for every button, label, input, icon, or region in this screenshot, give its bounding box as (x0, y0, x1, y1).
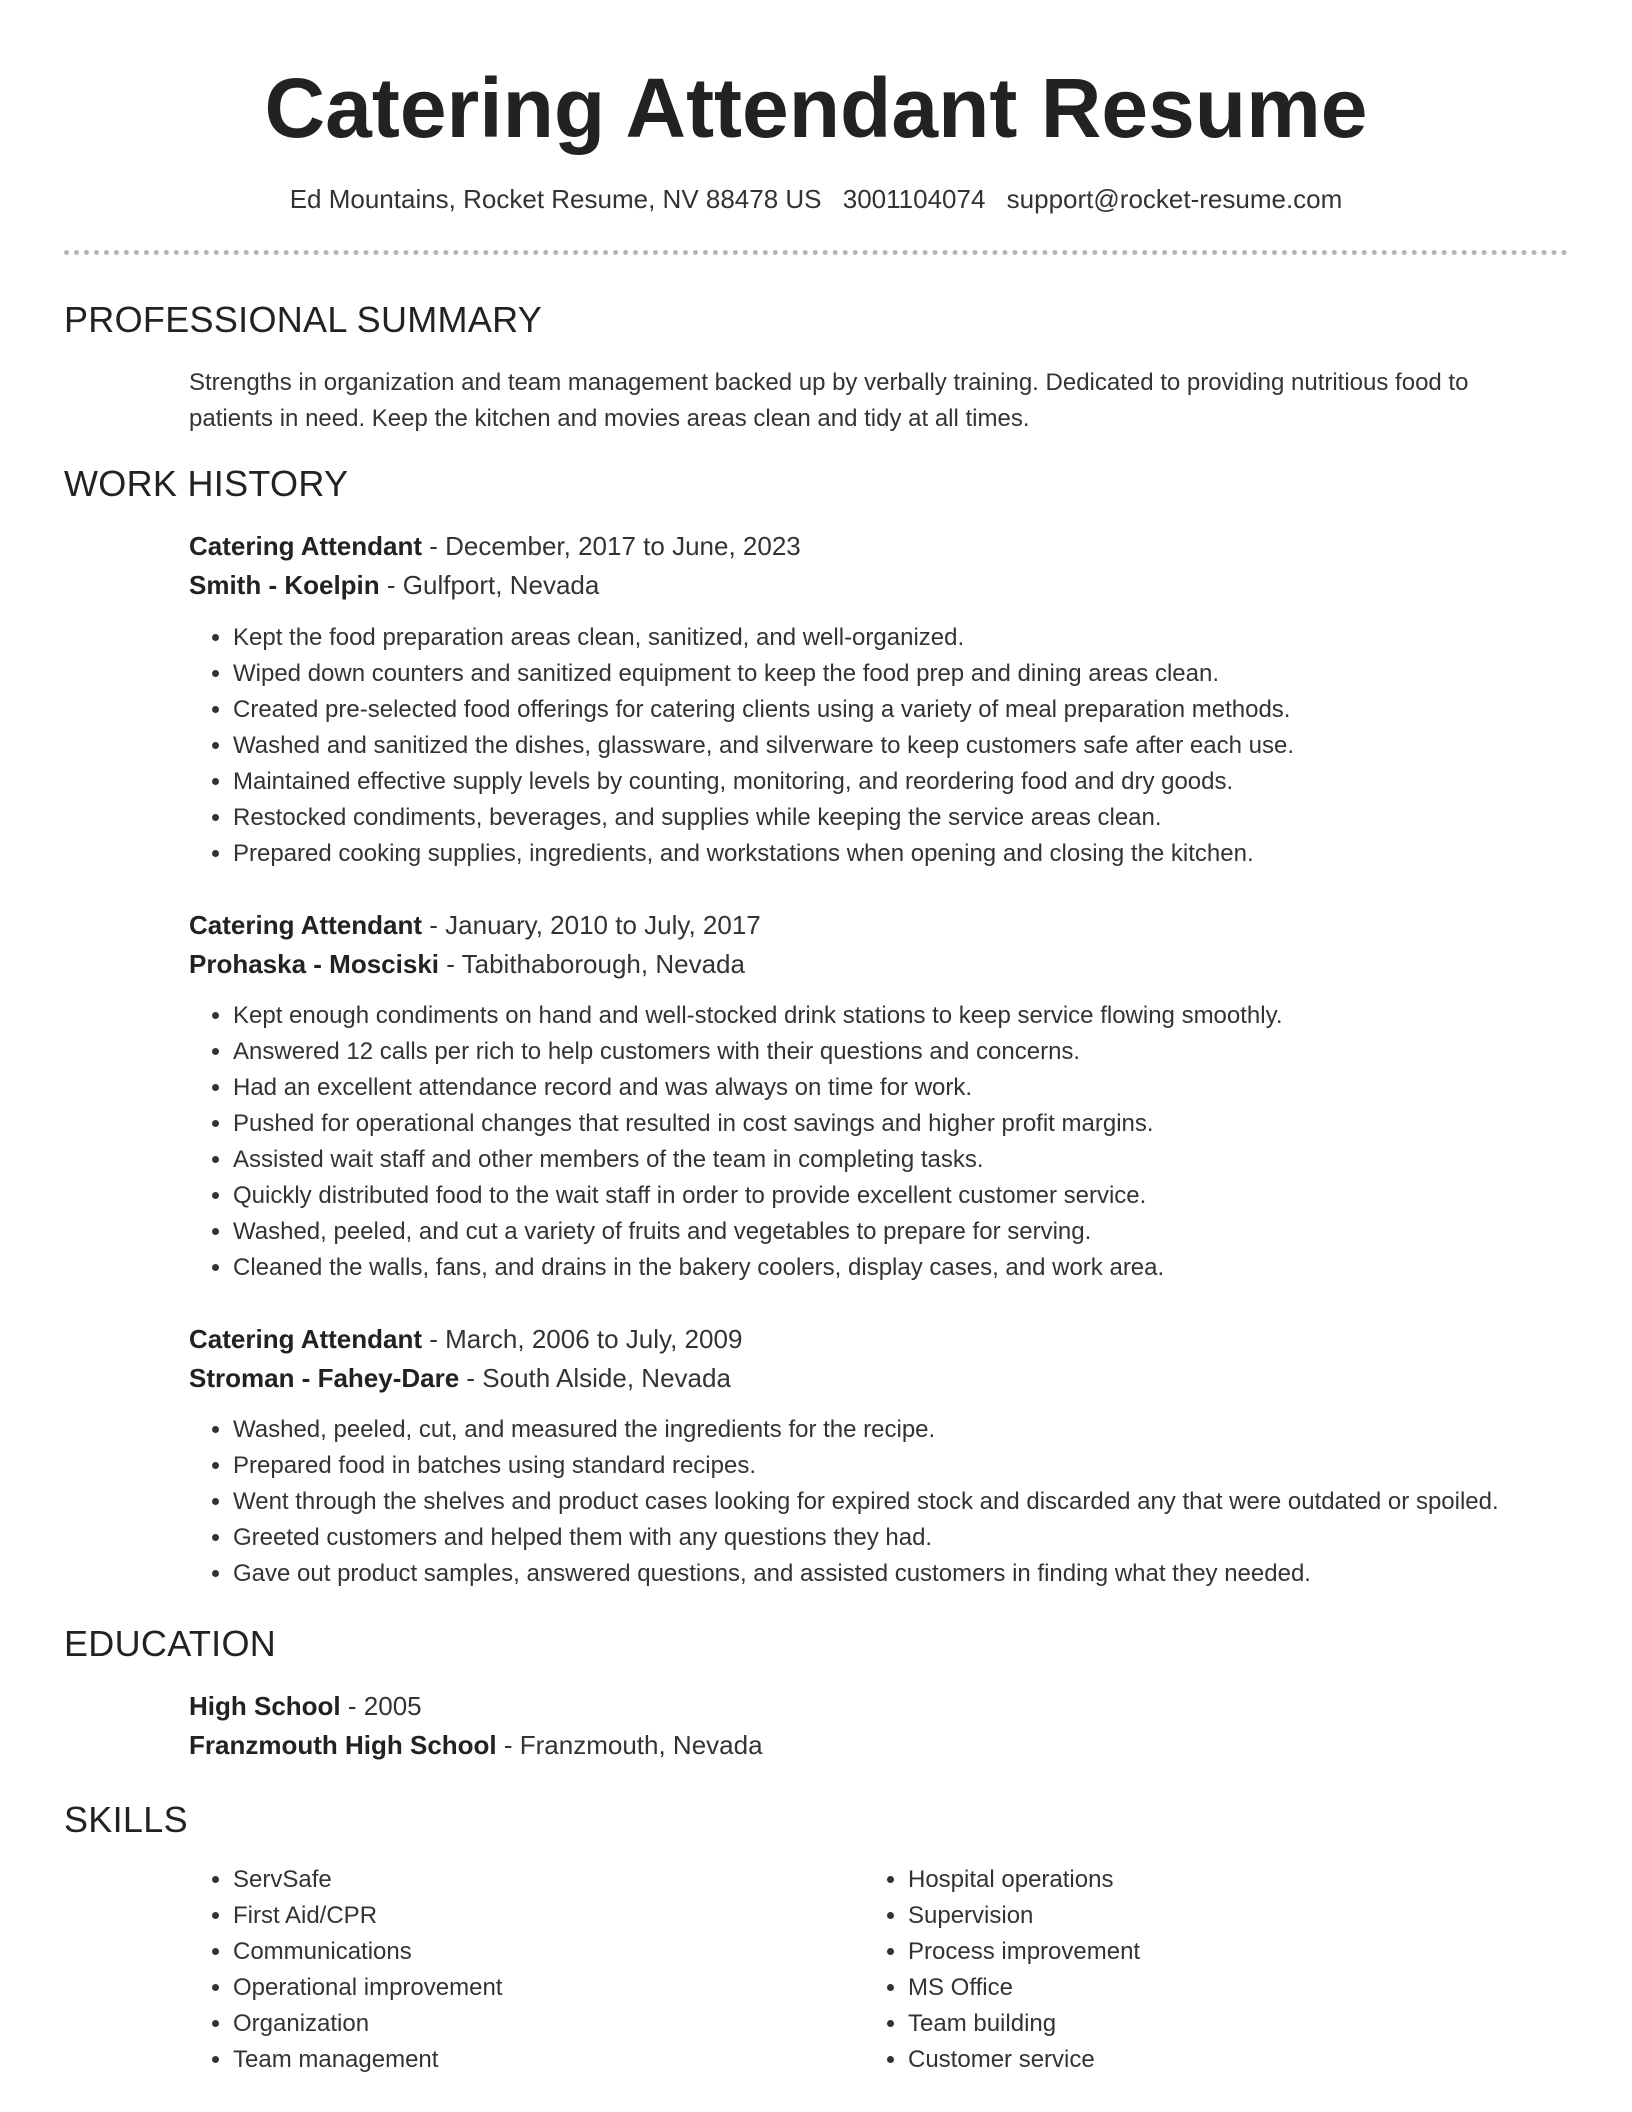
list-item: • Kept enough condiments on hand and well-stocked drink stations to keep service flowing smoothly. (233, 998, 1613, 1034)
job-title-line (189, 906, 1559, 944)
education-degree-line (189, 1687, 1559, 1725)
education-year: - 2005 (340, 1691, 422, 1721)
education-location: - Franzmouth, Nevada (496, 1730, 763, 1760)
job-location: - Tabithaborough, Nevada (439, 949, 745, 979)
contact-phone: 3001104074 (842, 184, 986, 214)
job-company-line (189, 1359, 1559, 1397)
contact-address: Ed Mountains, Rocket Resume, NV 88478 US (289, 184, 822, 214)
job-title-line (189, 527, 1559, 565)
skill-item: • First Aid/CPR (233, 1898, 833, 1934)
skill-item: • Operational improvement (233, 1970, 833, 2006)
job-dates: - March, 2006 to July, 2009 (422, 1324, 743, 1354)
job-location: - South Alside, Nevada (459, 1363, 731, 1393)
list-item: • Assisted wait staff and other members of the team in completing tasks. (233, 1142, 1613, 1178)
section-heading-work-history: WORK HISTORY (64, 463, 349, 504)
skill-item: • Hospital operations (908, 1862, 1508, 1898)
skill-item: • MS Office (908, 1970, 1508, 2006)
job-dates: - December, 2017 to June, 2023 (422, 531, 801, 561)
job-dates: - January, 2010 to July, 2017 (422, 910, 761, 940)
section-heading-summary: PROFESSIONAL SUMMARY (64, 299, 543, 340)
job-title: Catering Attendant (189, 1324, 423, 1354)
job-location: - Gulfport, Nevada (379, 570, 600, 600)
job-company: Prohaska - Mosciski (189, 949, 439, 979)
list-item: • Maintained effective supply levels by counting, monitoring, and reordering food and dry goods. (233, 764, 1613, 800)
skill-item: • ServSafe (233, 1862, 833, 1898)
list-item: • Gave out product samples, answered questions, and assisted customers in finding what they needed. (233, 1556, 1613, 1592)
skill-item: • Customer service (908, 2042, 1508, 2078)
contact-line (0, 182, 1632, 216)
job-title: Catering Attendant (189, 910, 423, 940)
list-item: • Washed, peeled, cut, and measured the ingredients for the recipe. (233, 1412, 1613, 1448)
summary-text: Strengths in organization and team management backed up by verbally training. Dedicated to providing nutritious food to patients in need. Keep the kitchen and movies areas clean and tidy at all times. (189, 369, 1469, 432)
list-item: • Wiped down counters and sanitized equipment to keep the food prep and dining areas clean. (233, 656, 1613, 692)
job-company: Stroman - Fahey-Dare (189, 1363, 460, 1393)
list-item: • Washed and sanitized the dishes, glassware, and silverware to keep customers safe after each use. (233, 728, 1613, 764)
job-title: Catering Attendant (189, 531, 423, 561)
job-bullets (189, 998, 1613, 1286)
list-item: • Kept the food preparation areas clean, sanitized, and well-organized. (233, 620, 1613, 656)
section-heading-skills: SKILLS (64, 1799, 188, 1840)
list-item: • Had an excellent attendance record and was always on time for work. (233, 1070, 1613, 1106)
list-item: • Quickly distributed food to the wait staff in order to provide excellent customer service. (233, 1178, 1613, 1214)
education-degree: High School (189, 1691, 341, 1721)
header-divider (64, 250, 1568, 255)
skill-item: • Organization (233, 2006, 833, 2042)
list-item: • Cleaned the walls, fans, and drains in the bakery coolers, display cases, and work area. (233, 1250, 1613, 1286)
list-item: • Prepared cooking supplies, ingredients, and workstations when opening and closing the kitchen. (233, 836, 1613, 872)
skill-item: • Process improvement (908, 1934, 1508, 1970)
job-title-line (189, 1320, 1559, 1358)
contact-email: support@rocket-resume.com (1006, 184, 1343, 214)
education-school: Franzmouth High School (189, 1730, 497, 1760)
skill-item: • Team building (908, 2006, 1508, 2042)
skill-item: • Communications (233, 1934, 833, 1970)
section-heading-education: EDUCATION (64, 1623, 277, 1664)
job-company-line (189, 566, 1559, 604)
job-company-line (189, 945, 1559, 983)
list-item: • Created pre-selected food offerings for catering clients using a variety of meal preparation methods. (233, 692, 1613, 728)
list-item: • Answered 12 calls per rich to help customers with their questions and concerns. (233, 1034, 1613, 1070)
education-school-line (189, 1726, 1559, 1764)
list-item: • Restocked condiments, beverages, and supplies while keeping the service areas clean. (233, 800, 1613, 836)
list-item: • Greeted customers and helped them with any questions they had. (233, 1520, 1613, 1556)
list-item: • Prepared food in batches using standard recipes. (233, 1448, 1613, 1484)
list-item: • Went through the shelves and product cases looking for expired stock and discarded any that were outdated or spoiled. (233, 1484, 1613, 1520)
skills-list-left (189, 1862, 833, 2078)
page-title: Catering Attendant Resume (264, 61, 1368, 155)
skill-item: • Team management (233, 2042, 833, 2078)
list-item: • Washed, peeled, and cut a variety of fruits and vegetables to prepare for serving. (233, 1214, 1613, 1250)
list-item: • Pushed for operational changes that resulted in cost savings and higher profit margins. (233, 1106, 1613, 1142)
job-bullets (189, 620, 1613, 872)
skill-item: • Supervision (908, 1898, 1508, 1934)
skills-list-right (864, 1862, 1508, 2078)
job-bullets (189, 1412, 1613, 1592)
job-company: Smith - Koelpin (189, 570, 380, 600)
